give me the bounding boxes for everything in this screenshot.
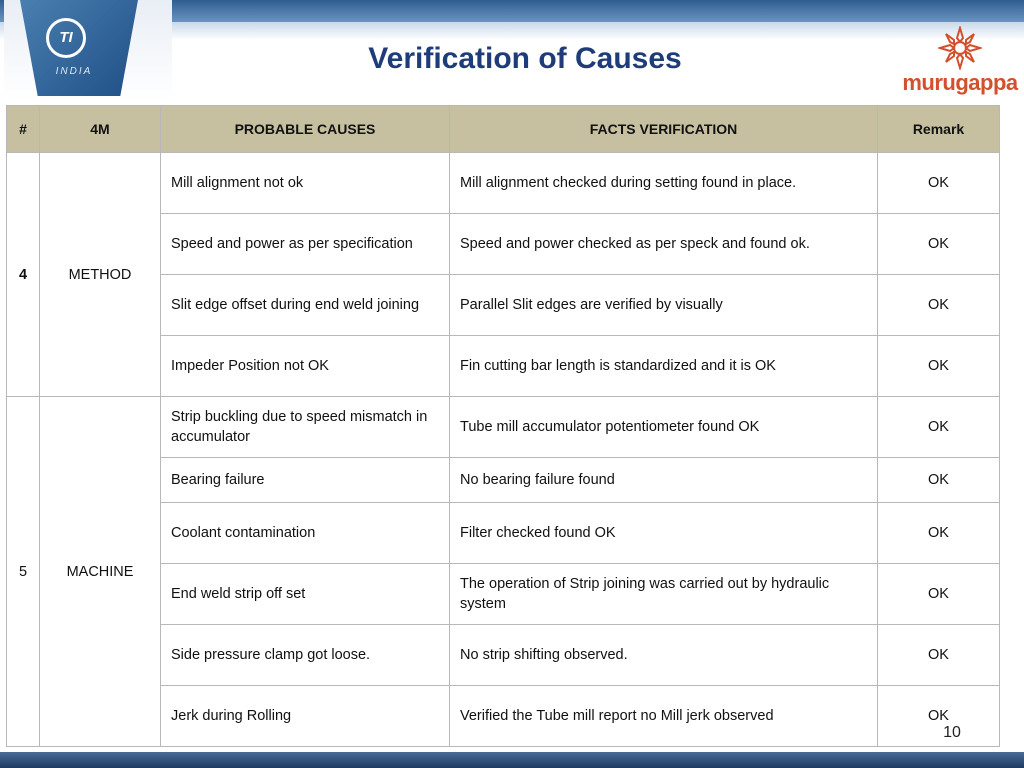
cause-cell: Strip buckling due to speed mismatch in accumulator [161,397,450,458]
remark-cell: OK [878,275,1000,336]
col-header-probable-causes: PROBABLE CAUSES [161,106,450,153]
page-number: 10 [943,724,961,741]
table-row [7,397,1000,458]
cause-cell: Impeder Position not OK [161,336,450,397]
ti-logo-text: INDIA [55,66,93,77]
cause-cell: Jerk during Rolling [161,686,450,747]
verification-cell: No bearing failure found [450,458,878,503]
verification-cell: No strip shifting observed. [450,625,878,686]
remark-cell: OK [878,686,1000,747]
cause-cell: Bearing failure [161,458,450,503]
verification-cell: Speed and power checked as per speck and found ok. [450,214,878,275]
remark-cell: OK [878,458,1000,503]
group-number: 4 [7,153,40,397]
group-category: METHOD [40,153,161,397]
remark-cell: OK [878,564,1000,625]
cause-cell: Mill alignment not ok [161,153,450,214]
remark-cell: OK [878,397,1000,458]
verification-cell: The operation of Strip joining was carried out by hydraulic system [450,564,878,625]
col-header-facts-verification: FACTS VERIFICATION [450,106,878,153]
group-category: MACHINE [40,397,161,747]
cause-cell: Coolant contamination [161,503,450,564]
table-header-row [7,106,1000,153]
verification-cell: Filter checked found OK [450,503,878,564]
remark-cell: OK [878,214,1000,275]
cause-cell: End weld strip off set [161,564,450,625]
bottom-decorative-band [0,752,1024,768]
verification-cell: Parallel Slit edges are verified by visually [450,275,878,336]
table-row [7,153,1000,214]
ti-india-logo [4,0,172,100]
remark-cell: OK [878,625,1000,686]
page-title: Verification of Causes [368,42,682,75]
verification-cell: Mill alignment checked during setting found in place. [450,153,878,214]
verification-cell: Fin cutting bar length is standardized and it is OK [450,336,878,397]
col-header-number: # [7,106,40,153]
remark-cell: OK [878,336,1000,397]
verification-cell: Tube mill accumulator potentiometer found OK [450,397,878,458]
murugappa-logo [898,24,1022,100]
cause-cell: Speed and power as per specification [161,214,450,275]
ti-logo-mark: TI [46,18,86,58]
col-header-4m: 4M [40,106,161,153]
verification-cell: Verified the Tube mill report no Mill jerk observed [450,686,878,747]
col-header-remark: Remark [878,106,1000,153]
remark-cell: OK [878,503,1000,564]
murugappa-flower-icon [938,26,982,70]
murugappa-logo-text: murugappa [902,70,1018,95]
group-number: 5 [7,397,40,747]
verification-table [6,105,1000,747]
cause-cell: Side pressure clamp got loose. [161,625,450,686]
remark-cell: OK [878,153,1000,214]
cause-cell: Slit edge offset during end weld joining [161,275,450,336]
